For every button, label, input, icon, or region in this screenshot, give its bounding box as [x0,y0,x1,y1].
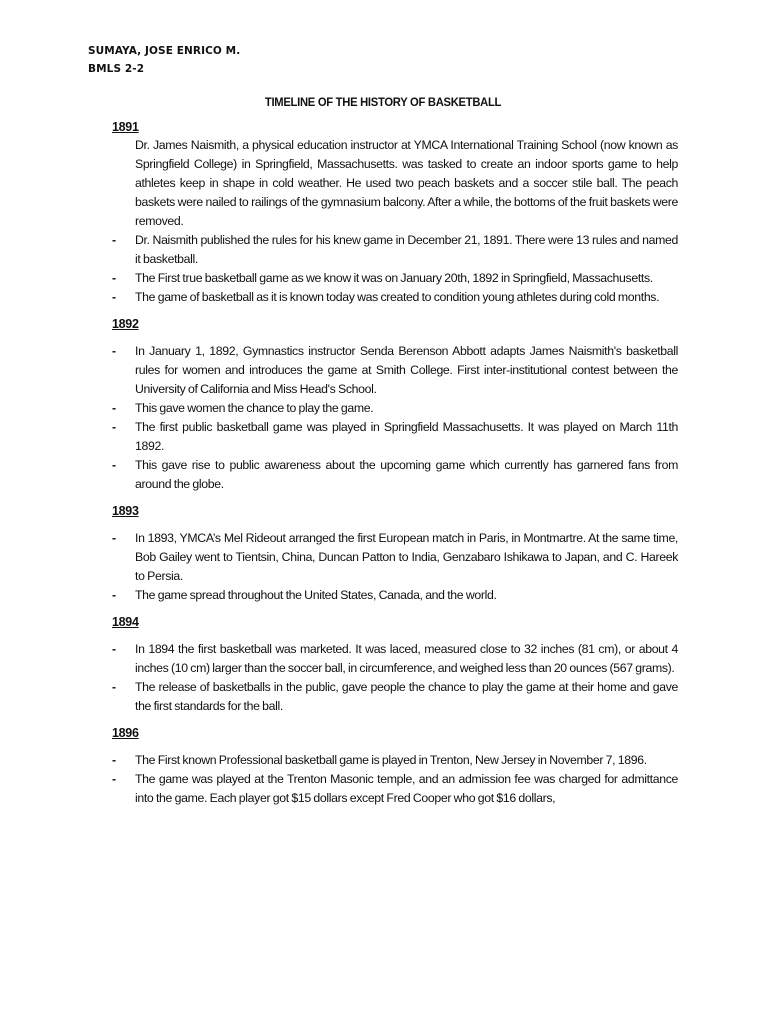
dash-bullet-icon: - [112,642,116,656]
year-heading: 1891 [112,120,139,134]
list-item-text: The First known Professional basketball game is played in Trenton, New Jersey in November 7, 1896. [135,753,647,767]
list-item [112,586,678,605]
list-item [112,751,678,770]
year-heading: 1892 [112,317,139,331]
list-item-text: In 1893, YMCA’s Mel Rideout arranged the first European match in Paris, in Montmartre. At the same time, Bob Gailey went to Tientsin, China, Duncan Patton to India, Genzabaro Ishikawa to Japan, and C. Hareek to Persia. [135,531,678,583]
list-item [112,640,678,678]
course-section: BMLS 2-2 [88,63,145,75]
dash-bullet-icon: - [112,271,116,285]
document-title: TIMELINE OF THE HISTORY OF BASKETBALL [264,95,502,109]
bullet-list [88,342,678,494]
list-item [112,269,678,288]
section-intro: Dr. James Naismith, a physical education instructor at YMCA International Training School (now known as Springfield College) in Springfield, Massachusetts. was tasked to create an indoor sports game to help athletes keep in shape in cold weather. He used two peach baskets and a soccer stile ball. The peach baskets were nailed to railings of the gymnasium balcony. After a while, the bottoms of the fruit baskets were removed. [135,138,678,228]
bullet-list [88,640,678,716]
list-item-text: The release of basketballs in the public, gave people the chance to play the game at their home and gave the first standards for the ball. [135,680,678,713]
list-item-text: Dr. Naismith published the rules for his knew game in December 21, 1891. There were 13 rules and named it basketball. [135,233,678,266]
list-item [112,418,678,456]
list-item [112,288,678,307]
dash-bullet-icon: - [112,401,116,415]
section-1894 [88,613,678,716]
list-item [112,456,678,494]
list-item [112,770,678,808]
dash-bullet-icon: - [112,420,116,434]
list-item-text: The game of basketball as it is known today was created to condition young athletes during cold months. [135,290,660,304]
dash-bullet-icon: - [112,680,116,694]
list-item [112,342,678,399]
list-item-text: In January 1, 1892, Gymnastics instructor Senda Berenson Abbott adapts James Naismith's basketball rules for women and introduces the game at Smith College. First inter-institutional contest between the University of California and Miss Head's School. [135,344,678,396]
list-item [112,399,678,418]
list-item-text: This gave women the chance to play the game. [135,401,374,415]
list-item-text: The game was played at the Trenton Masonic temple, and an admission fee was charged for admittance into the game. Each player got $15 dollars except Fred Cooper who got $16 dollars, [135,772,678,805]
year-heading: 1893 [112,504,139,518]
author-name: SUMAYA, JOSE ENRICO M. [88,45,241,57]
bullet-list [88,751,678,808]
bullet-list [88,231,678,307]
section-1891 [88,118,678,307]
section-1892 [88,315,678,494]
list-item-text: The first public basketball game was played in Springfield Massachusetts. It was played on March 11th 1892. [135,420,678,453]
list-item-text: This gave rise to public awareness about the upcoming game which currently has garnered fans from around the globe. [135,458,678,491]
section-1893 [88,502,678,605]
dash-bullet-icon: - [112,233,116,247]
bullet-list [88,529,678,605]
dash-bullet-icon: - [112,772,116,786]
list-item-text: In 1894 the first basketball was marketed. It was laced, measured close to 32 inches (81 cm), or about 4 inches (10 cm) larger than the soccer ball, in circumference, and weighed less than 20 ounces (567 grams). [135,642,678,675]
dash-bullet-icon: - [112,290,116,304]
list-item [112,231,678,269]
list-item-text: The game spread throughout the United States, Canada, and the world. [135,588,497,602]
year-heading: 1894 [112,615,139,629]
year-heading: 1896 [112,726,139,740]
dash-bullet-icon: - [112,531,116,545]
dash-bullet-icon: - [112,588,116,602]
list-item [112,678,678,716]
dash-bullet-icon: - [112,344,116,358]
dash-bullet-icon: - [112,458,116,472]
list-item [112,529,678,586]
list-item-text: The First true basketball game as we know it was on January 20th, 1892 in Springfield, Massachusetts. [135,271,653,285]
section-1896 [88,724,678,808]
dash-bullet-icon: - [112,753,116,767]
